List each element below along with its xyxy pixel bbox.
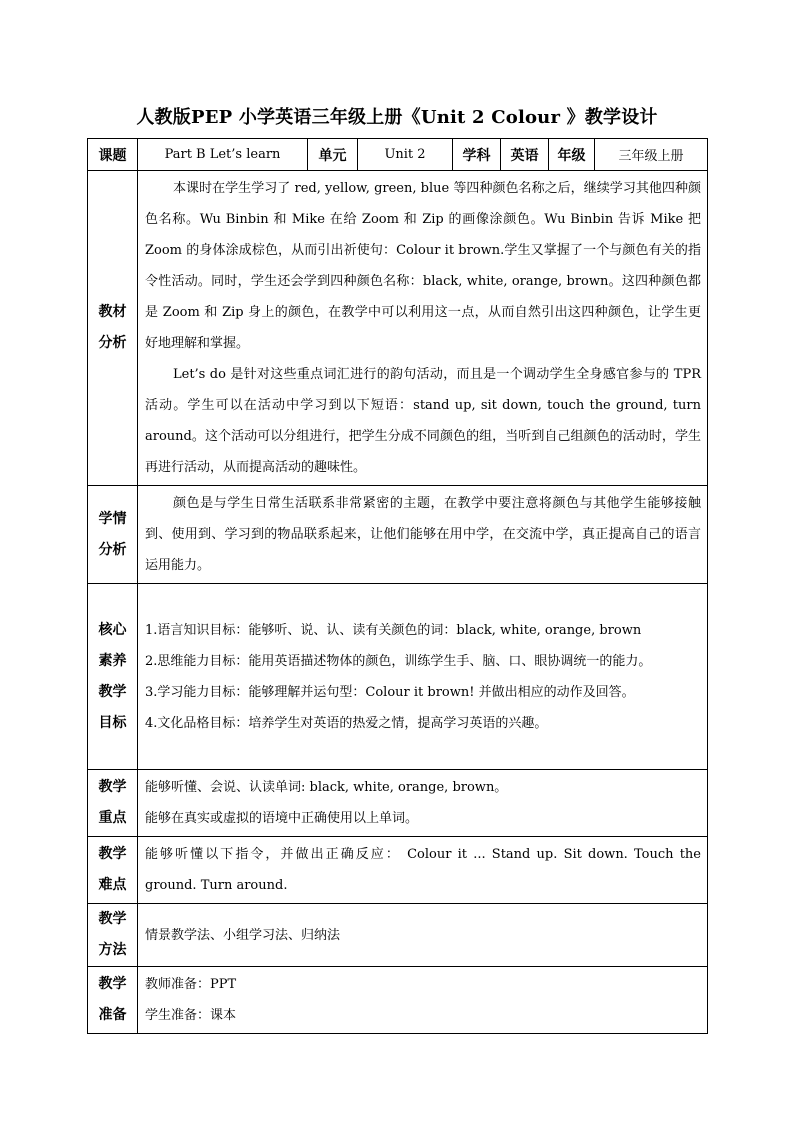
textbook-analysis-label: 教材 分析 [88,171,138,486]
preparation-label: 教学 准备 [88,967,138,1034]
student-analysis-paragraph: 颜色是与学生日常生活联系非常紧密的主题，在教学中要注意将颜色与其他学生能够接触到、使用到、学习到的物品联系起来，让他们能够在用中学，在交流中学，真正提高自己的语言运用能力。 [145,496,701,573]
page-title: 人教版PEP 小学英语三年级上册《Unit 2 Colour 》教学设计 [136,107,658,128]
unit-label: 单元 [308,139,358,171]
key-points-label: 教学 重点 [88,770,138,837]
student-analysis-label: 学情 分析 [88,486,138,584]
difficulties-text: 能够听懂以下指令，并做出正确反应： Colour it ... Stand up. Sit down. Touch the ground. Turn around. [145,847,701,893]
student-analysis-row [88,486,708,584]
student-analysis-content [138,486,708,584]
goal-item: 1.语言知识目标：能够听、说、认、读有关颜色的词：black, white, orange, brown [145,622,642,638]
goal-item: 2.思维能力目标：能用英语描述物体的颜色，训练学生手、脑、口、眼协调统一的能力。 [145,653,652,669]
header-row [88,139,708,171]
difficulties-content [138,837,708,904]
goal-item: 4.文化品格目标：培养学生对英语的热爱之情，提高学习英语的兴趣。 [145,715,548,731]
grade-label: 年级 [549,139,595,171]
goal-item: 3.学习能力目标：能够理解并运句型：Colour it brown! 并做出相应的动作及回答。 [145,684,635,700]
textbook-analysis-row [88,171,708,486]
difficulties-row [88,837,708,904]
textbook-analysis-paragraph: Let’s do 是针对这些重点词汇进行的韵句活动，而且是一个调动学生全身感官参与的 TPR 活动。学生可以在活动中学习到以下短语：stand up, sit down, touch the ground, turn around。这个活动可以分组进行，把学生分成不同颜色的组，当听到自己组颜色的活动时，学生再进行活动，从而提高活动的趣味性。 [145,367,701,475]
core-goals-content [138,584,708,770]
preparation-row [88,967,708,1034]
key-point-item: 能够听懂、会说、认读单词: black, white, orange, brown。 [145,780,508,795]
methods-content [138,904,708,967]
subject-label: 学科 [453,139,501,171]
key-points-content [138,770,708,837]
core-goals-row [88,584,708,770]
key-points-row [88,770,708,837]
methods-row [88,904,708,967]
course-label: 课题 [88,139,138,171]
difficulties-label: 教学 难点 [88,837,138,904]
course-value: Part B Let’s learn [138,139,308,171]
lesson-plan-table [87,138,708,1034]
unit-value: Unit 2 [358,139,453,171]
preparation-item: 学生准备：课本 [145,1008,237,1023]
methods-label: 教学 方法 [88,904,138,967]
methods-text: 情景教学法、小组学习法、归纳法 [145,927,341,943]
textbook-analysis-paragraph: 本课时在学生学习了 red, yellow, green, blue 等四种颜色名称之后，继续学习其他四种颜色名称。Wu Binbin 和 Mike 在给 Zoom 和 Zip 的画像涂颜色。Wu Binbin 告诉 Mike 把 Zoom 的身体涂成棕色，从而引出祈使句：Colour it brown.学生又掌握了一个与颜色有关的指令性活动。同时，学生还会学到四种颜色名称：black, white, orange, brown。这四种颜色都是 Zoom 和 Zip 身上的颜色，在教学中可以利用这一点，从而自然引出这四种颜色，让学生更好地理解和掌握。 [145,181,701,351]
grade-value: 三年级上册 [595,139,708,171]
key-point-item: 能够在真实或虚拟的语境中正确使用以上单词。 [145,811,419,826]
core-goals-label: 核心 素养 教学 目标 [88,584,138,770]
textbook-analysis-content [138,171,708,486]
preparation-item: 教师准备：PPT [145,977,237,992]
preparation-content [138,967,708,1034]
subject-value: 英语 [501,139,549,171]
